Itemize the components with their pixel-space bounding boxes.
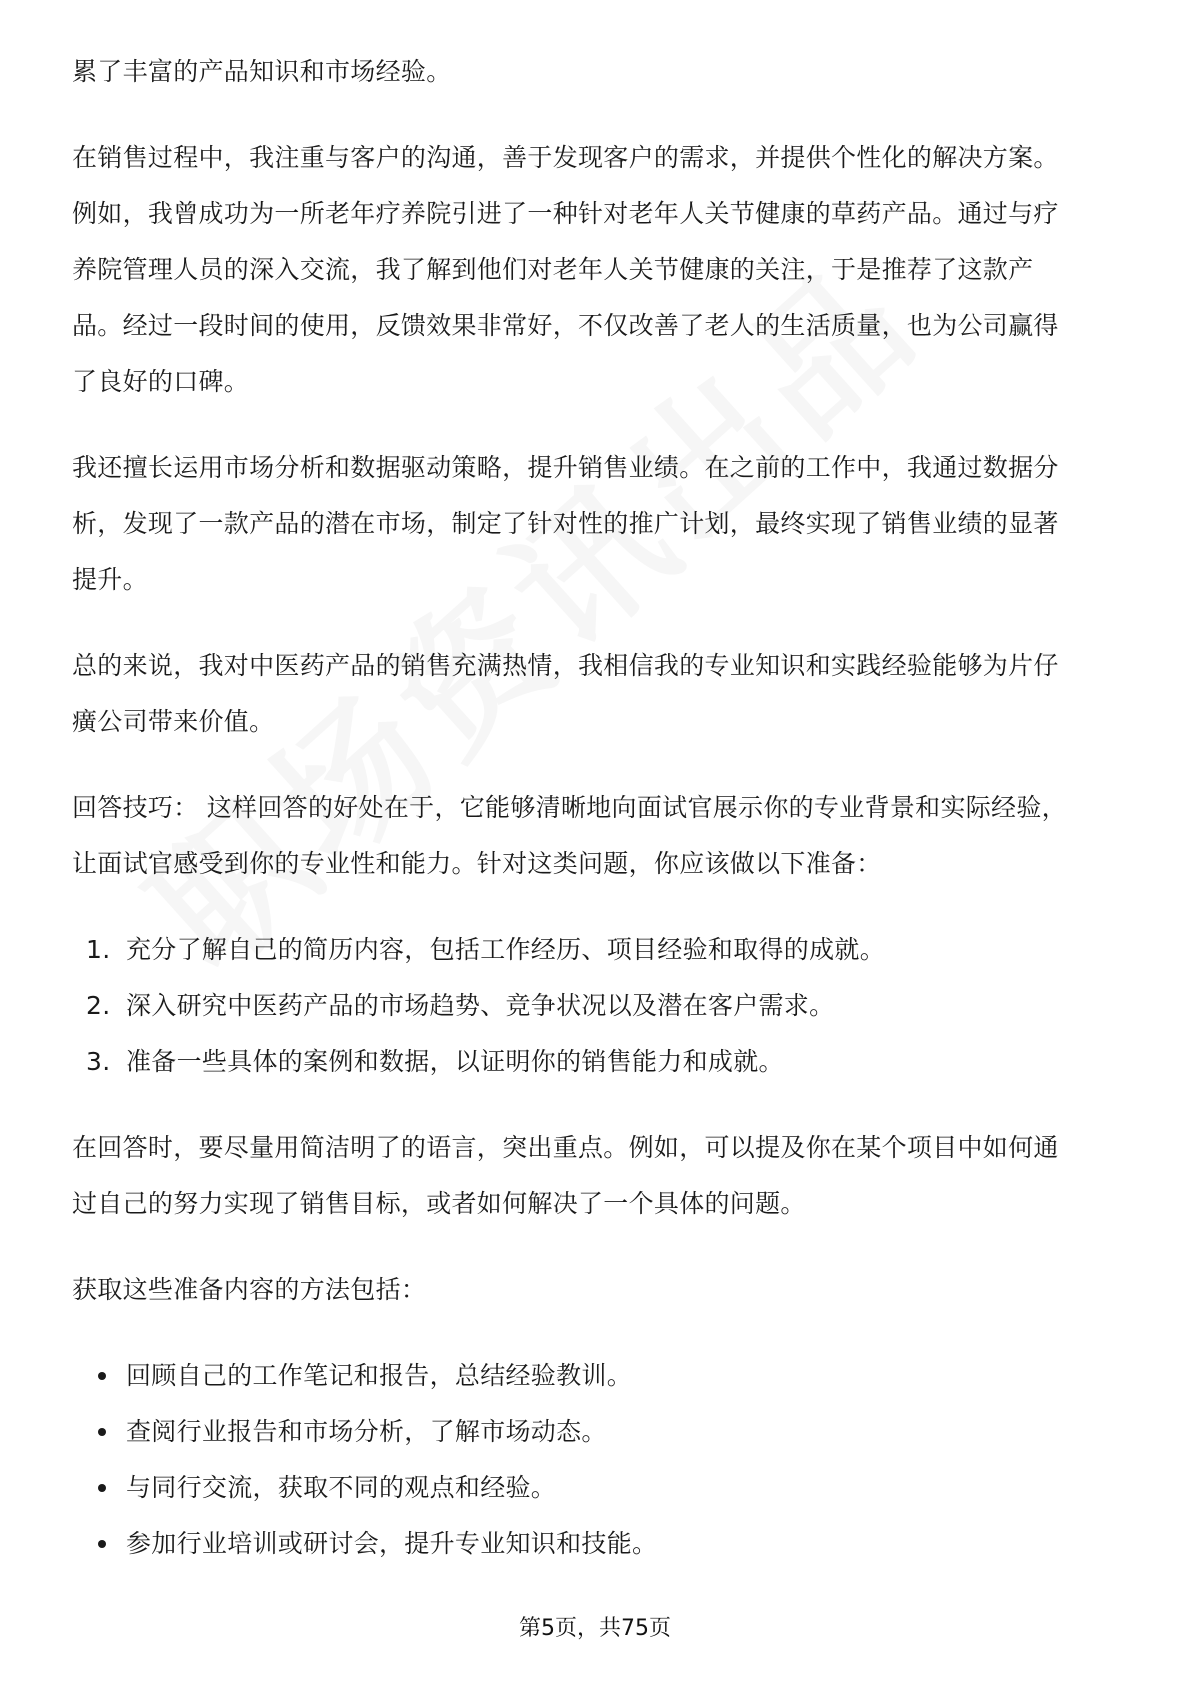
paragraph-answer-tips: 回答技巧： 这样回答的好处在于，它能够清晰地向面试官展示你的专业背景和实际经验，让面试官感受到你的专业性和能力。针对这类问题，你应该做以下准备： (72, 793, 1067, 878)
paragraph-summary: 总的来说，我对中医药产品的销售充满热情，我相信我的专业知识和实践经验能够为片仔癀公司带来价值。 (72, 651, 1059, 736)
list-item (72, 922, 1132, 978)
list-item (72, 1034, 1132, 1090)
list-item-text: 回顾自己的工作笔记和报告，总结经验教训。 (126, 1361, 633, 1390)
list-item (72, 1348, 1132, 1404)
paragraph-methods-intro: 获取这些准备内容的方法包括： (72, 1275, 427, 1304)
bullet-list (72, 1348, 1132, 1572)
bullet-dot-icon (98, 1484, 106, 1492)
list-item-text: 与同行交流，获取不同的观点和经验。 (126, 1473, 557, 1502)
bullet-dot-icon (98, 1428, 106, 1436)
list-item (72, 1404, 1132, 1460)
list-item-text: 准备一些具体的案例和数据，以证明你的销售能力和成就。 (126, 1047, 784, 1076)
bullet-dot-icon (98, 1540, 106, 1548)
paragraph-sales-process: 在销售过程中，我注重与客户的沟通，善于发现客户的需求，并提供个性化的解决方案。例如，我曾成功为一所老年疗养院引进了一种针对老年人关节健康的草药产品。通过与疗养院管理人员的深入交流，我了解到他们对老年人关节健康的关注，于是推荐了这款产品。经过一段时间的使用，反馈效果非常好，不仅改善了老人的生活质量，也为公司赢得了良好的口碑。 (72, 143, 1059, 396)
page-footer: 第5页，共75页 (519, 1616, 671, 1641)
list-item-text: 查阅行业报告和市场分析，了解市场动态。 (126, 1417, 607, 1446)
list-item (72, 1516, 1132, 1572)
list-number: 1. (86, 935, 111, 964)
list-number: 2. (86, 991, 111, 1020)
paragraph-answer-advice: 在回答时，要尽量用简洁明了的语言，突出重点。例如，可以提及你在某个项目中如何通过自己的努力实现了销售目标，或者如何解决了一个具体的问题。 (72, 1133, 1059, 1218)
list-item-text: 充分了解自己的简历内容，包括工作经历、项目经验和取得的成就。 (126, 935, 886, 964)
list-item (72, 978, 1132, 1034)
list-item (72, 1460, 1132, 1516)
bullet-dot-icon (98, 1372, 106, 1380)
paragraph-market-analysis: 我还擅长运用市场分析和数据驱动策略，提升销售业绩。在之前的工作中，我通过数据分析，发现了一款产品的潜在市场，制定了针对性的推广计划，最终实现了销售业绩的显著提升。 (72, 453, 1059, 594)
document-page (72, 44, 1132, 1572)
ordered-list (72, 922, 1132, 1090)
list-number: 3. (86, 1047, 111, 1076)
paragraph-continuation: 累了丰富的产品知识和市场经验。 (72, 57, 452, 86)
list-item-text: 深入研究中医药产品的市场趋势、竞争状况以及潜在客户需求。 (126, 991, 835, 1020)
list-item-text: 参加行业培训或研讨会，提升专业知识和技能。 (126, 1529, 658, 1558)
